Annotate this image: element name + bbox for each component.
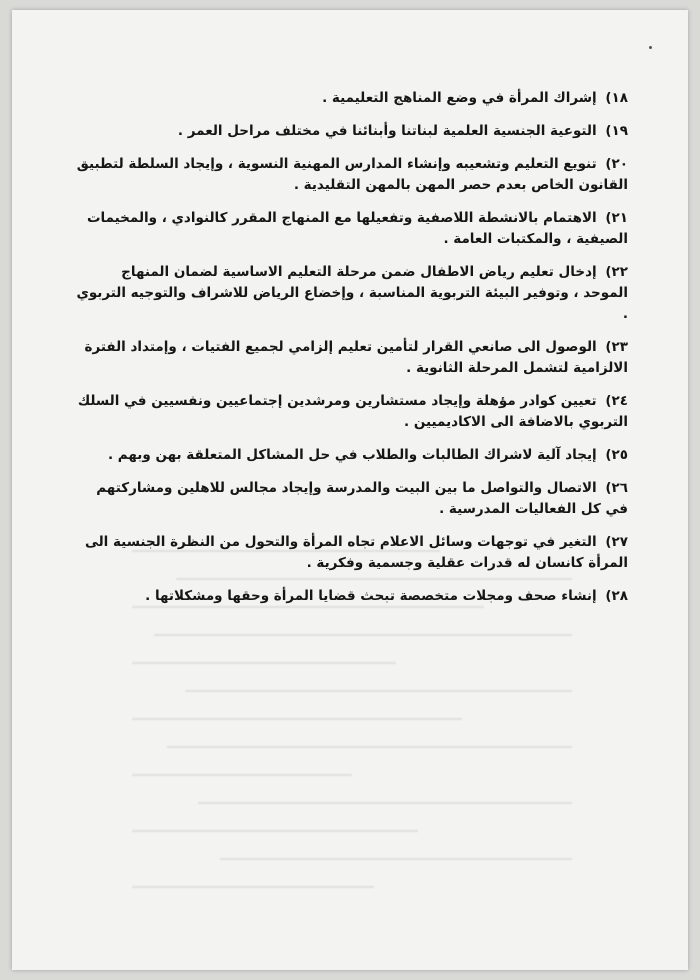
list-item bbox=[72, 478, 628, 520]
item-number: ٢٦) bbox=[605, 480, 628, 496]
list-item bbox=[72, 337, 628, 379]
list-item bbox=[72, 262, 628, 325]
list-item bbox=[72, 208, 628, 250]
item-number: ١٨) bbox=[605, 90, 628, 106]
list-item bbox=[72, 154, 628, 196]
scan-dot bbox=[649, 46, 652, 49]
list-item bbox=[72, 121, 628, 142]
item-text: إدخال تعليم رياض الاطفال ضمن مرحلة التعليم الاساسية لضمان المنهاج الموحد ، وتوفير البيئة التربوية المناسبة ، وإخضاع الرياض للاشراف والتوجيه التربوي . bbox=[76, 264, 628, 322]
item-text: التغير في توجهات وسائل الاعلام تجاه المرأة والتحول من النظرة الجنسية الى المرأة كانسان له قدرات عقلية وجسمية وفكرية . bbox=[84, 534, 628, 571]
item-number: ٢٥) bbox=[605, 447, 628, 463]
item-number: ٢٧) bbox=[605, 534, 628, 550]
item-text: إيجاد آلية لاشراك الطالبات والطلاب في حل المشاكل المتعلقة بهن وبهم . bbox=[107, 447, 597, 463]
document-page bbox=[12, 10, 688, 970]
item-text: إشراك المرأة في وضع المناهج التعليمية . bbox=[322, 90, 597, 106]
item-number: ٢٨) bbox=[605, 588, 628, 604]
item-text: تنويع التعليم وتشعيبه وإنشاء المدارس المهنية النسوية ، وإيجاد السلطة لتطبيق القانون الخاص بعدم حصر المهن بالمهن التقليدية . bbox=[76, 156, 628, 193]
item-text: الاهتمام بالانشطة اللاصفية وتفعيلها مع المنهاج المقرر كالنوادي ، والمخيمات الصيفية ، والمكتبات العامة . bbox=[86, 210, 628, 247]
item-number: ٢٤) bbox=[605, 393, 628, 409]
list-item bbox=[72, 88, 628, 109]
item-text: الاتصال والتواصل ما بين البيت والمدرسة وإيجاد مجالس للاهلين ومشاركتهم في كل الفعاليات المدرسية . bbox=[96, 480, 628, 517]
item-number: ٢٣) bbox=[605, 339, 628, 355]
item-text: إنشاء صحف ومجلات متخصصة تبحث قضايا المرأة وحقها ومشكلاتها . bbox=[145, 588, 597, 604]
list-item bbox=[72, 586, 628, 607]
list-item bbox=[72, 391, 628, 433]
item-text: تعيين كوادر مؤهلة وإيجاد مستشارين ومرشدين إجتماعيين ونفسيين في السلك التربوي بالاضافة الى الاكاديميين . bbox=[77, 393, 628, 430]
item-text: الوصول الى صانعي القرار لتأمين تعليم إلزامي لجميع الفتيات ، وإمتداد الفترة الالزامية لتشمل المرحلة الثانوية . bbox=[84, 339, 628, 376]
item-number: ٢٠) bbox=[605, 156, 628, 172]
item-number: ٢١) bbox=[605, 210, 628, 226]
list-item bbox=[72, 445, 628, 466]
list-item bbox=[72, 532, 628, 574]
item-text: التوعية الجنسية العلمية لبناتنا وأبنائنا في مختلف مراحل العمر . bbox=[177, 123, 597, 139]
document-body bbox=[72, 88, 628, 619]
item-number: ١٩) bbox=[605, 123, 628, 139]
item-number: ٢٢) bbox=[605, 264, 628, 280]
